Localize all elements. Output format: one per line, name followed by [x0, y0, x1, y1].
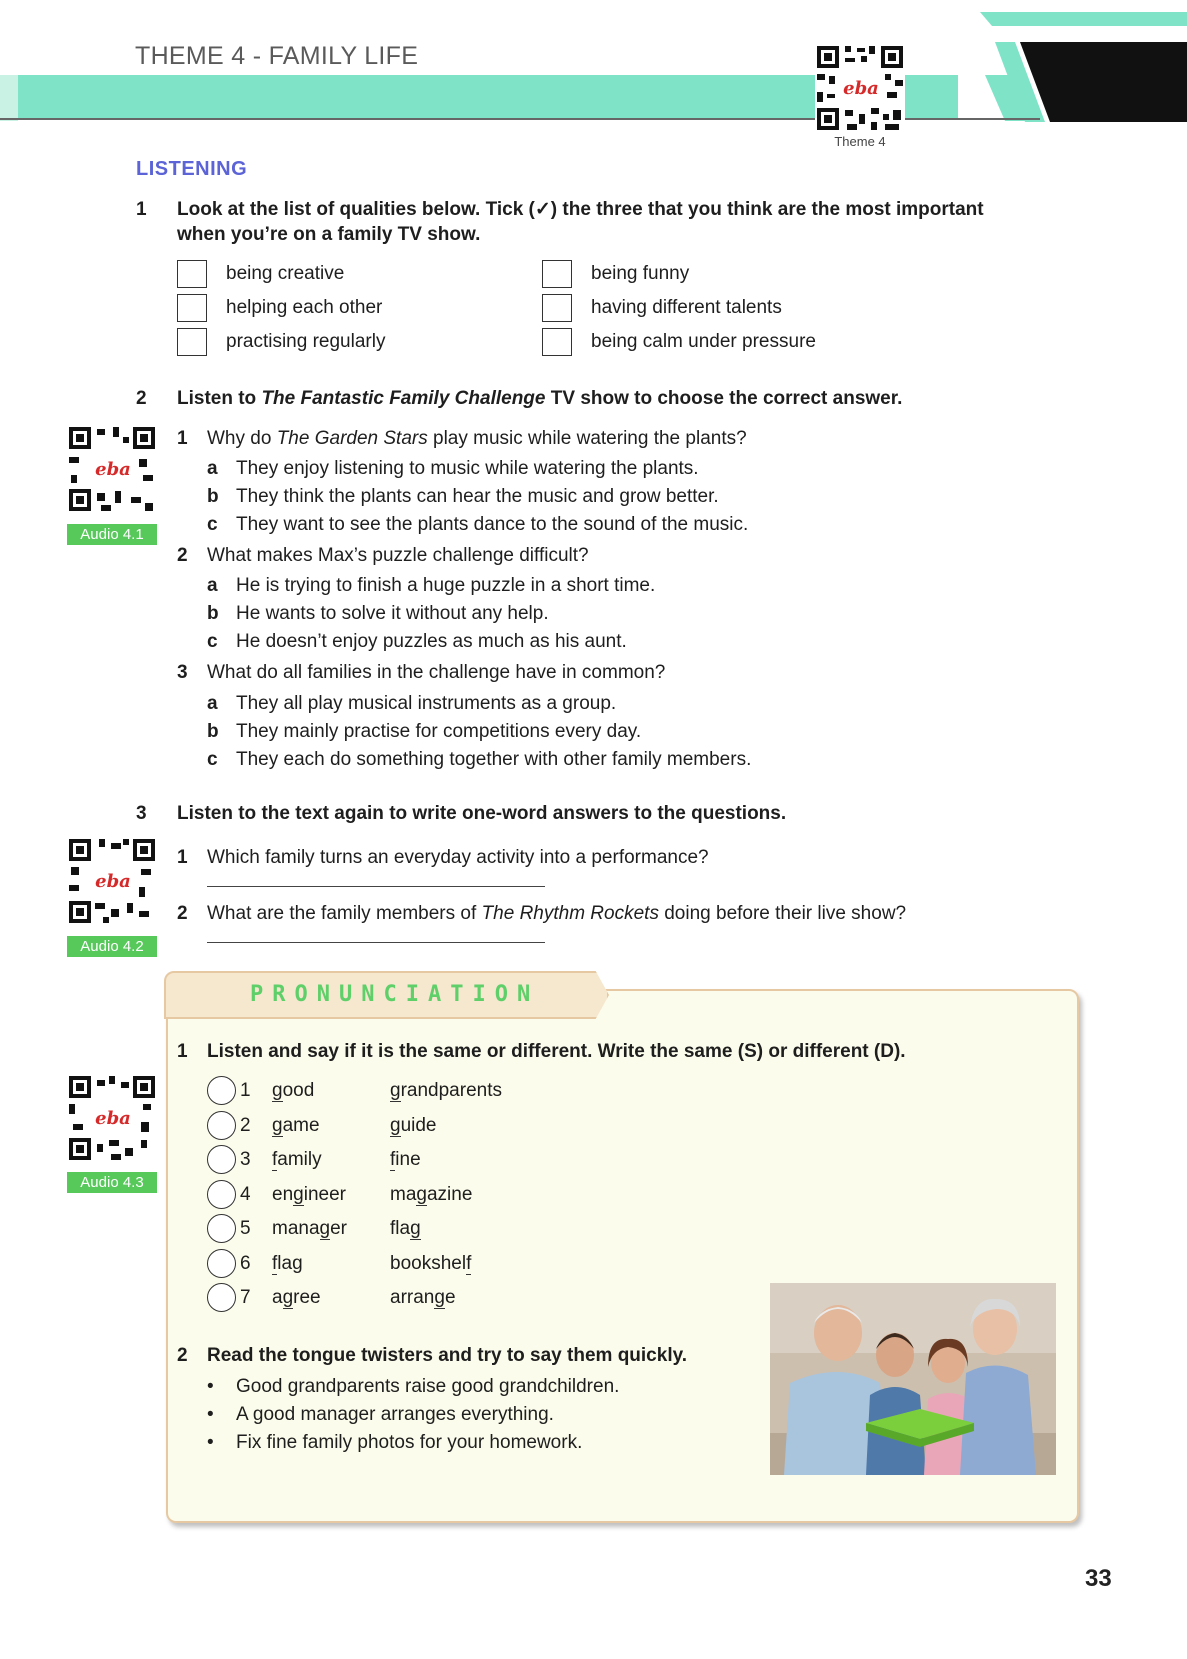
bullet: •: [207, 1376, 214, 1397]
qr-code-icon[interactable]: [67, 837, 157, 925]
question-text: Why do The Garden Stars play music while watering the plants?: [207, 428, 747, 449]
answer-option[interactable]: They enjoy listening to music while watering the plants.: [236, 458, 699, 479]
svg-text:eba: eba: [95, 871, 131, 892]
answer-line[interactable]: [207, 886, 545, 887]
quality-option: practising regularly: [226, 331, 386, 352]
question-number: 1: [177, 428, 188, 449]
option-letter: a: [207, 693, 218, 714]
tick-box[interactable]: [542, 328, 572, 356]
tongue-twister: A good manager arranges everything.: [236, 1404, 554, 1425]
exercise-instruction: Read the tongue twisters and try to say them quickly.: [207, 1345, 688, 1366]
answer-circle[interactable]: [207, 1145, 236, 1174]
audio-label[interactable]: Audio 4.3: [67, 1172, 157, 1193]
page-number: 33: [1085, 1565, 1112, 1592]
question-number: 2: [177, 903, 188, 924]
audio-label[interactable]: Audio 4.1: [67, 524, 157, 545]
header-corner-decoration: [930, 12, 1187, 122]
word-second: guide: [390, 1115, 437, 1136]
word-first: flag: [272, 1253, 303, 1274]
qr-code-caption: Theme 4: [834, 134, 886, 149]
tongue-twister: Good grandparents raise good grandchildren.: [236, 1376, 620, 1397]
option-letter: c: [207, 749, 218, 770]
option-letter: b: [207, 603, 219, 624]
family-photo: [770, 1283, 1056, 1475]
answer-circle[interactable]: [207, 1249, 236, 1278]
exercise-number: 2: [177, 1345, 188, 1366]
word-first: game: [272, 1115, 320, 1136]
word-first: manager: [272, 1218, 348, 1239]
pair-number: 5: [240, 1218, 251, 1239]
word-second: magazine: [390, 1184, 473, 1205]
section-heading-listening: LISTENING: [136, 158, 248, 180]
exercise-instruction: Listen to the text again to write one-word answers to the questions.: [177, 803, 787, 824]
word-second: bookshelf: [390, 1253, 472, 1274]
option-letter: b: [207, 486, 219, 507]
tick-box[interactable]: [542, 294, 572, 322]
answer-option[interactable]: He doesn’t enjoy puzzles as much as his aunt.: [236, 631, 627, 652]
word-second: grandparents: [390, 1080, 502, 1101]
pair-number: 6: [240, 1253, 251, 1274]
section-heading-pronunciation: PRONUNCIATION: [250, 982, 540, 1007]
exercise-instruction: Listen to The Fantastic Family Challenge TV show to choose the correct answer.: [177, 388, 903, 409]
word-second: arrange: [390, 1287, 456, 1308]
page-header-title: THEME 4 - FAMILY LIFE: [135, 42, 419, 70]
exercise-number: 1: [177, 1041, 188, 1062]
question-text: What do all families in the challenge have in common?: [207, 662, 666, 683]
word-second: fine: [390, 1149, 421, 1170]
question-text: What makes Max’s puzzle challenge difficult?: [207, 545, 589, 566]
tick-box[interactable]: [177, 260, 207, 288]
exercise-number: 2: [136, 388, 147, 409]
tick-box[interactable]: [542, 260, 572, 288]
qr-code-icon[interactable]: [815, 44, 905, 132]
pair-number: 2: [240, 1115, 251, 1136]
svg-text:eba: eba: [95, 1108, 131, 1129]
answer-option[interactable]: They all play musical instruments as a group.: [236, 693, 617, 714]
answer-circle[interactable]: [207, 1111, 236, 1140]
word-second: flag: [390, 1218, 421, 1239]
answer-option[interactable]: They mainly practise for competitions every day.: [236, 721, 642, 742]
quality-option: being funny: [591, 263, 690, 284]
answer-option[interactable]: They want to see the plants dance to the sound of the music.: [236, 514, 749, 535]
bullet: •: [207, 1432, 214, 1453]
option-letter: c: [207, 631, 218, 652]
option-letter: a: [207, 575, 218, 596]
qr-code-icon[interactable]: [67, 1074, 157, 1162]
option-letter: b: [207, 721, 219, 742]
answer-circle[interactable]: [207, 1076, 236, 1105]
exercise-instruction: Listen and say if it is the same or different. Write the same (S) or different (D).: [207, 1041, 906, 1062]
option-letter: c: [207, 514, 218, 535]
pair-number: 4: [240, 1184, 251, 1205]
quality-option: helping each other: [226, 297, 383, 318]
question-number: 3: [177, 662, 188, 683]
answer-circle[interactable]: [207, 1214, 236, 1243]
word-first: family: [272, 1149, 322, 1170]
exercise-instruction: Look at the list of qualities below. Tick (✓) the three that you think are the most important: [177, 199, 984, 220]
exercise-number: 1: [136, 199, 147, 220]
answer-option[interactable]: They each do something together with other family members.: [236, 749, 752, 770]
svg-text:eba: eba: [95, 459, 131, 480]
answer-option[interactable]: He wants to solve it without any help.: [236, 603, 549, 624]
question-number: 2: [177, 545, 188, 566]
answer-option[interactable]: They think the plants can hear the music and grow better.: [236, 486, 719, 507]
question-number: 1: [177, 847, 188, 868]
answer-option[interactable]: He is trying to finish a huge puzzle in a short time.: [236, 575, 656, 596]
word-first: agree: [272, 1287, 321, 1308]
exercise-number: 3: [136, 803, 147, 824]
answer-circle[interactable]: [207, 1283, 236, 1312]
word-first: good: [272, 1080, 315, 1101]
pair-number: 1: [240, 1080, 251, 1101]
question-text: What are the family members of The Rhythm Rockets doing before their live show?: [207, 903, 907, 924]
question-text: Which family turns an everyday activity into a performance?: [207, 847, 709, 868]
bullet: •: [207, 1404, 214, 1425]
qr-code-icon[interactable]: [67, 425, 157, 513]
quality-option: being calm under pressure: [591, 331, 816, 352]
tick-box[interactable]: [177, 294, 207, 322]
exercise-instruction: when you’re on a family TV show.: [177, 224, 481, 245]
svg-text:eba: eba: [843, 78, 879, 99]
tongue-twister: Fix fine family photos for your homework.: [236, 1432, 583, 1453]
tick-box[interactable]: [177, 328, 207, 356]
answer-line[interactable]: [207, 942, 545, 943]
quality-option: having different talents: [591, 297, 782, 318]
audio-label[interactable]: Audio 4.2: [67, 936, 157, 957]
pair-number: 3: [240, 1149, 251, 1170]
answer-circle[interactable]: [207, 1180, 236, 1209]
option-letter: a: [207, 458, 218, 479]
word-first: engineer: [272, 1184, 346, 1205]
quality-option: being creative: [226, 263, 345, 284]
pair-number: 7: [240, 1287, 251, 1308]
